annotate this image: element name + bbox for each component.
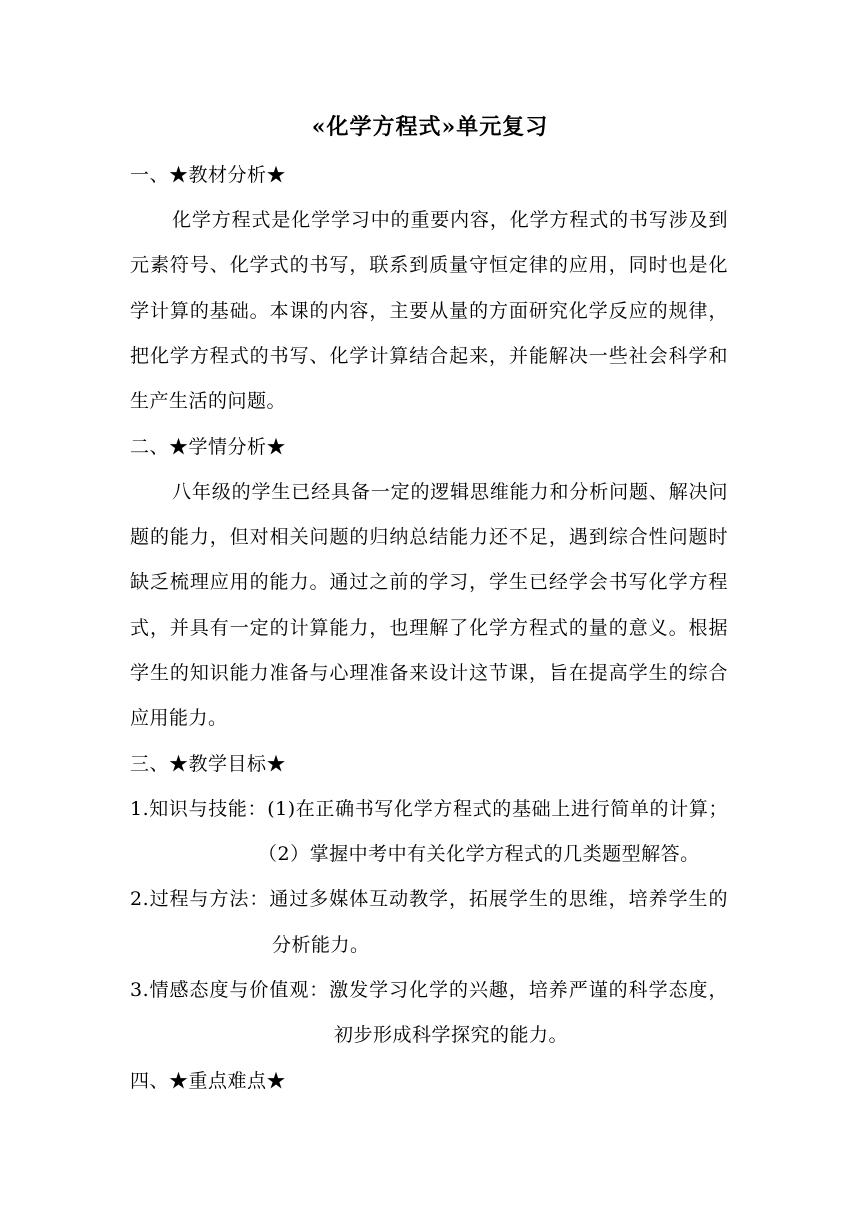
paragraph-line: 缺乏梳理应用的能力。通过之前的学习，学生已经学会书写化学方程 xyxy=(130,571,728,593)
paragraph-line: 题的能力，但对相关问题的归纳总结能力还不足，遇到综合性问题时 xyxy=(130,526,728,548)
section-heading-3: 三、★教学目标★ xyxy=(130,753,287,775)
goal-line: 分析能力。 xyxy=(272,934,370,956)
document-title: «化学方程式»单元复习 xyxy=(311,114,549,140)
section-heading-1: 一、★教材分析★ xyxy=(130,164,287,186)
goal-line: 1.知识与技能：(1)在正确书写化学方程式的基础上进行简单的计算； xyxy=(130,798,728,820)
paragraph-line: 化学方程式是化学学习中的重要内容，化学方程式的书写涉及到 xyxy=(172,209,728,231)
paragraph-line: 学计算的基础。本课的内容，主要从量的方面研究化学反应的规律， xyxy=(130,300,728,322)
goal-line: （2）掌握中考中有关化学方程式的几类题型解答。 xyxy=(258,843,700,865)
paragraph-line: 元素符号、化学式的书写，联系到质量守恒定律的应用，同时也是化 xyxy=(130,254,728,276)
paragraph-line: 八年级的学生已经具备一定的逻辑思维能力和分析问题、解决问 xyxy=(172,481,728,503)
paragraph-line: 把化学方程式的书写、化学计算结合起来，并能解决一些社会科学和 xyxy=(130,345,728,367)
paragraph-line: 学生的知识能力准备与心理准备来设计这节课，旨在提高学生的综合 xyxy=(130,662,728,684)
section-heading-2: 二、★学情分析★ xyxy=(130,436,287,458)
goal-line: 2.过程与方法：通过多媒体互动教学，拓展学生的思维，培养学生的 xyxy=(130,888,728,910)
goal-line: 3.情感态度与价值观：激发学习化学的兴趣，培养严谨的科学态度， xyxy=(130,979,728,1001)
paragraph-line: 式，并具有一定的计算能力，也理解了化学方程式的量的意义。根据 xyxy=(130,617,728,639)
section-heading-4: 四、★重点难点★ xyxy=(130,1070,287,1092)
paragraph-line: 应用能力。 xyxy=(130,707,228,729)
paragraph-line: 生产生活的问题。 xyxy=(130,390,287,412)
goal-line: 初步形成科学探究的能力。 xyxy=(334,1024,569,1046)
